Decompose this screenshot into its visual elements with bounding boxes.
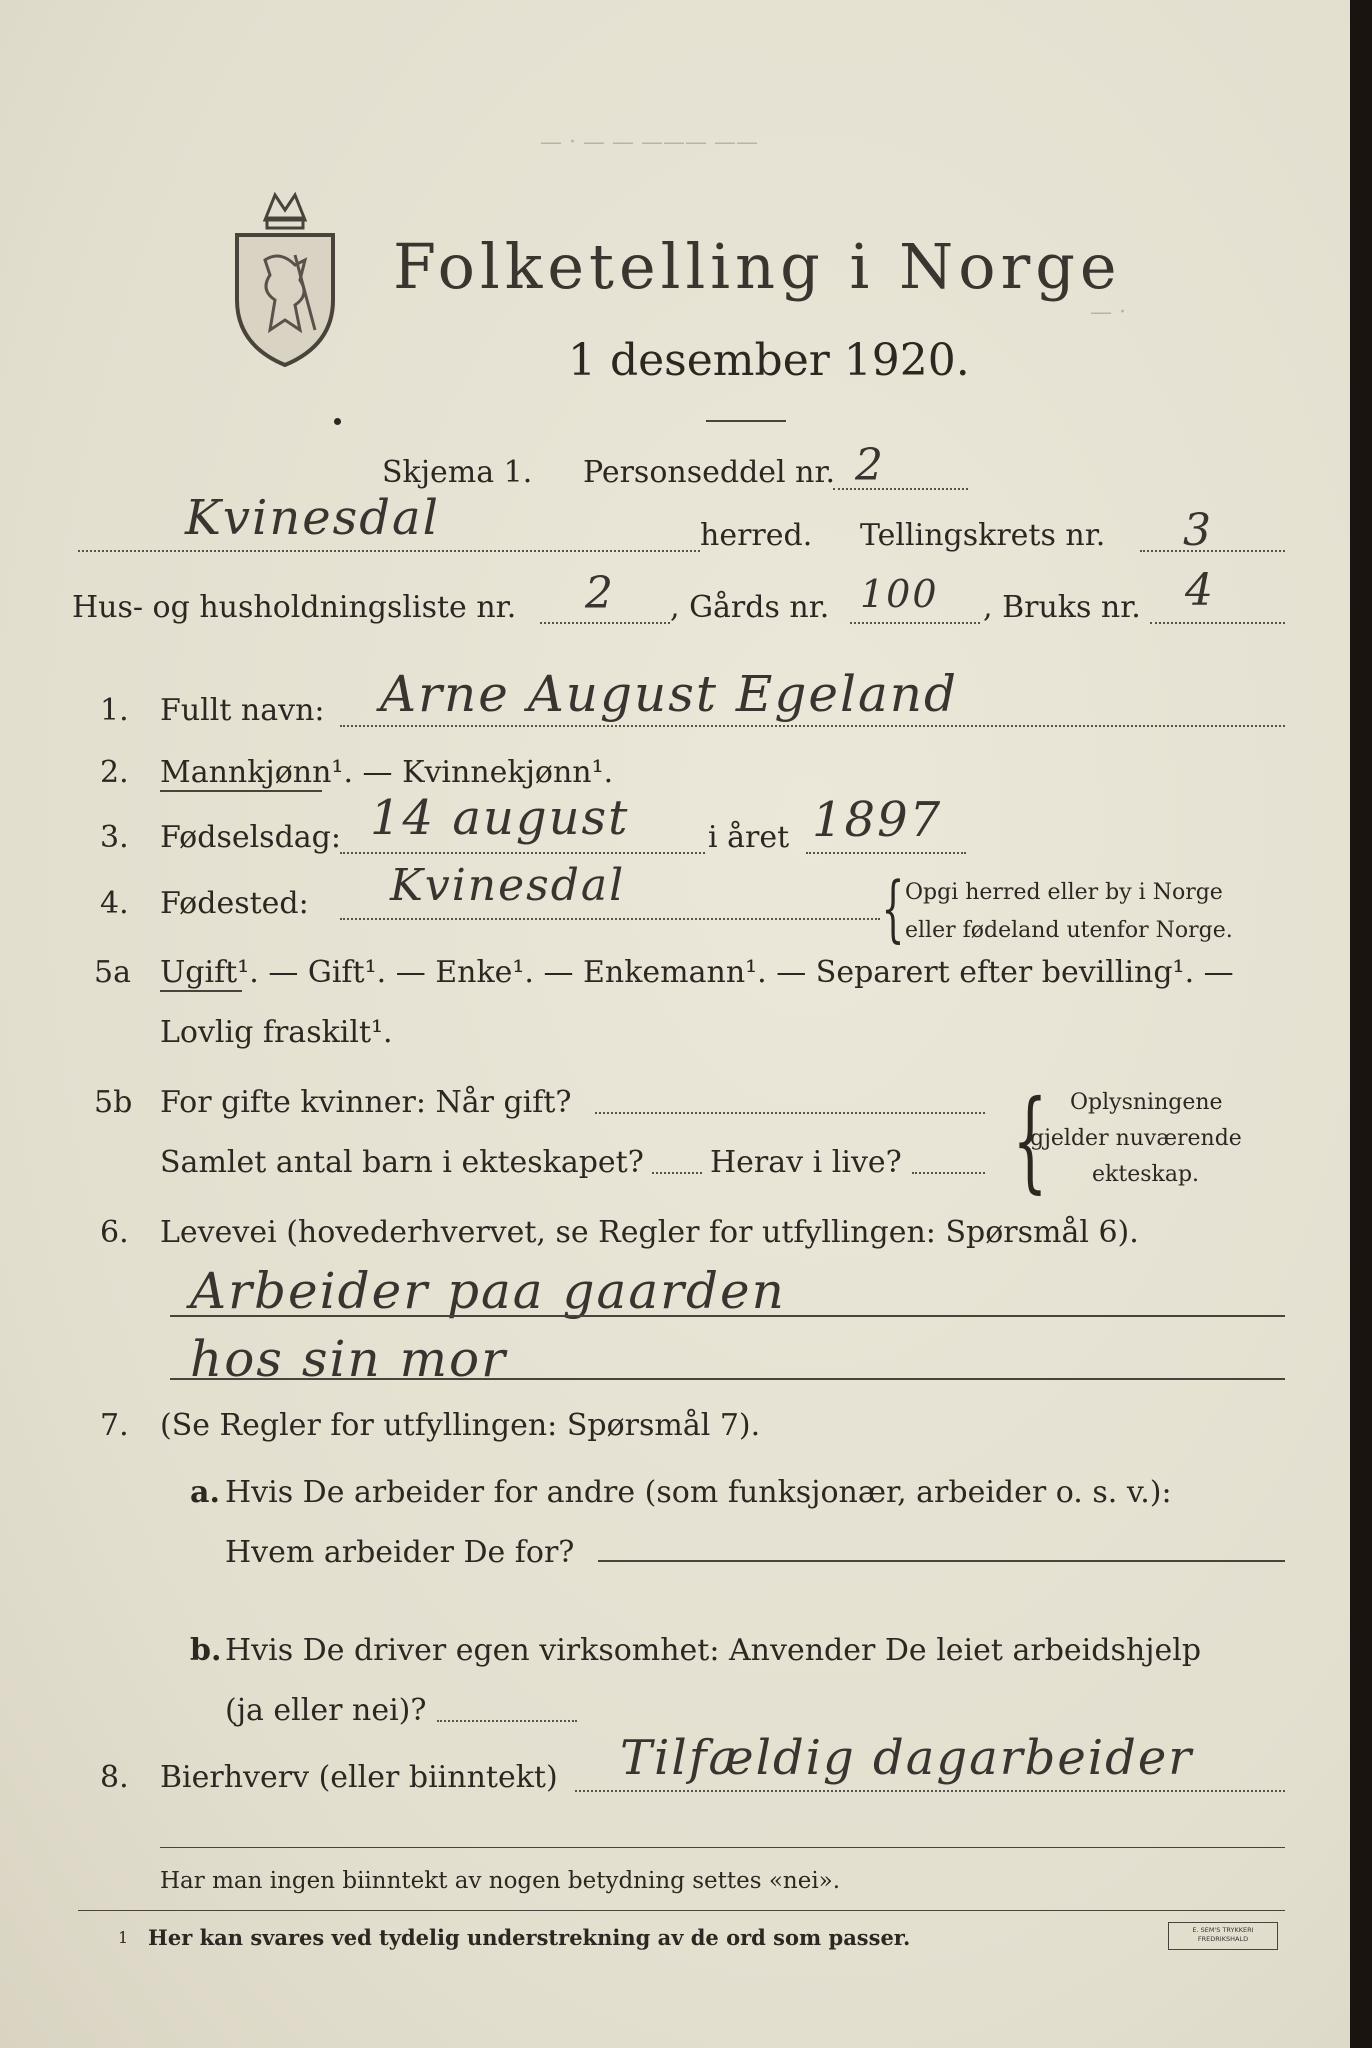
birth-year-value[interactable]: 1897 — [812, 792, 943, 848]
q5a-number: 5a — [94, 955, 131, 990]
q1-number: 1. — [100, 693, 129, 728]
q7-number: 7. — [100, 1408, 129, 1443]
hired-help-field-line[interactable] — [437, 1720, 577, 1722]
brace: { — [1012, 1076, 1048, 1204]
gards-value[interactable]: 100 — [860, 572, 939, 616]
footnote-divider — [78, 1910, 1285, 1911]
herred-value[interactable]: Kvinesdal — [185, 490, 440, 546]
herred-label: herred. — [700, 518, 813, 553]
q5b-married-label: For gifte kvinner: Når gift? — [160, 1085, 572, 1120]
footnote-mark: 1 — [118, 1928, 129, 1947]
q7b-letter: b. — [190, 1633, 222, 1668]
personseddel-label: Personseddel nr. — [583, 455, 836, 490]
q8-number: 8. — [100, 1760, 129, 1795]
footnote-text: Her kan svares ved tydelig understrekning av de ord som passer. — [148, 1925, 911, 1950]
gards-field-line — [850, 622, 980, 624]
q2-number: 2. — [100, 755, 129, 790]
alive-field-line[interactable] — [912, 1172, 985, 1174]
q5b-children-label: Samlet antal barn i ekteskapet? — [160, 1145, 644, 1180]
personseddel-value[interactable]: 2 — [855, 440, 885, 491]
occupation-line-2 — [170, 1378, 1285, 1380]
birthplace-field-line — [340, 918, 880, 920]
sex-options[interactable]: Mannkjønn¹. — Kvinnekjønn¹. — [160, 755, 614, 790]
q5b-note-1: Oplysningene — [1070, 1090, 1223, 1115]
q7a-letter: a. — [190, 1475, 220, 1510]
q7a-employer-label: Hvem arbeider De for? — [225, 1535, 575, 1570]
birthplace-value[interactable]: Kvinesdal — [390, 860, 626, 911]
children-field-line[interactable] — [652, 1172, 702, 1174]
ghost-text: — · — [1090, 300, 1126, 325]
occupation-value-2[interactable]: hos sin mor — [190, 1330, 508, 1388]
full-name-value[interactable]: Arne August Egeland — [380, 665, 958, 723]
personseddel-field-line — [833, 488, 968, 490]
birth-year-field-line — [806, 852, 966, 854]
herred-field-line — [78, 550, 700, 552]
footer-divider — [160, 1847, 1285, 1848]
full-name-field-line — [340, 725, 1285, 727]
q4-number: 4. — [100, 886, 129, 921]
gards-label: , Gårds nr. — [670, 590, 830, 625]
brace: { — [881, 866, 905, 950]
title-divider — [706, 420, 786, 422]
birthplace-note-1: Opgi herred eller by i Norge — [905, 880, 1223, 905]
q5b-note-3: ekteskap. — [1092, 1162, 1200, 1187]
hus-value[interactable]: 2 — [585, 568, 615, 619]
q7-label: (Se Regler for utfyllingen: Spørsmål 7). — [160, 1408, 761, 1443]
q8-label: Bierhverv (eller biinntekt) — [160, 1760, 558, 1795]
q7b-question: Hvis De driver egen virksomhet: Anvender De leiet arbeidshjelp — [225, 1633, 1202, 1668]
footer-note: Har man ingen biinntekt av nogen betydning settes «nei». — [160, 1868, 841, 1894]
occupation-line-1 — [170, 1315, 1285, 1317]
occupation-value-1[interactable]: Arbeider paa gaarden — [190, 1262, 786, 1320]
birthplace-note-2: eller fødeland utenfor Norge. — [905, 918, 1233, 943]
side-income-value[interactable]: Tilfældig dagarbeider — [620, 1730, 1194, 1786]
hus-label: Hus- og husholdningsliste nr. — [72, 590, 517, 625]
employer-field-line[interactable] — [598, 1560, 1285, 1562]
q5b-alive-label: Herav i live? — [710, 1145, 902, 1180]
sex-underline-mark — [160, 790, 322, 792]
side-income-field-line — [575, 1790, 1285, 1792]
printer-mark: E. SEM'S TRYKKERI FREDRIKSHALD — [1168, 1922, 1278, 1950]
page-title: Folketelling i Norge — [393, 230, 1122, 303]
year-label: i året — [708, 820, 790, 855]
q5b-number: 5b — [94, 1085, 133, 1120]
birthday-value[interactable]: 14 august — [370, 790, 630, 846]
bruks-value[interactable]: 4 — [1185, 565, 1215, 616]
q3-label: Fødselsdag: — [160, 820, 341, 855]
q6-label: Levevei (hovederhvervet, se Regler for utfyllingen: Spørsmål 6). — [160, 1215, 1139, 1250]
ghost-text: — · — — ——— —— — [540, 130, 758, 155]
hus-field-line — [540, 622, 670, 624]
census-date: 1 desember 1920. — [568, 335, 970, 386]
q7a-question: Hvis De arbeider for andre (som funksjonær, arbeider o. s. v.): — [225, 1475, 1172, 1510]
q3-number: 3. — [100, 820, 129, 855]
skjema-label: Skjema 1. — [382, 455, 533, 490]
tellingskrets-value[interactable]: 3 — [1183, 505, 1213, 556]
q5b-note-2: gjelder nuværende — [1030, 1126, 1242, 1151]
bruks-field-line — [1150, 622, 1285, 624]
marital-status-options-2[interactable]: Lovlig fraskilt¹. — [160, 1015, 393, 1050]
q1-label: Fullt navn: — [160, 693, 325, 728]
q6-number: 6. — [100, 1215, 129, 1250]
marital-status-options[interactable]: Ugift¹. — Gift¹. — Enke¹. — Enkemann¹. — Separert efter bevilling¹. — — [160, 955, 1234, 990]
bruks-label: , Bruks nr. — [983, 590, 1141, 625]
ink-dot — [334, 418, 341, 425]
q7b-yes-no-label: (ja eller nei)? — [225, 1693, 427, 1728]
birthday-field-line — [340, 852, 705, 854]
norway-coat-of-arms-icon — [225, 180, 345, 370]
marital-underline-mark — [160, 990, 242, 992]
q4-label: Fødested: — [160, 886, 309, 921]
tellingskrets-label: Tellingskrets nr. — [860, 518, 1106, 553]
married-date-field-line[interactable] — [595, 1112, 985, 1114]
